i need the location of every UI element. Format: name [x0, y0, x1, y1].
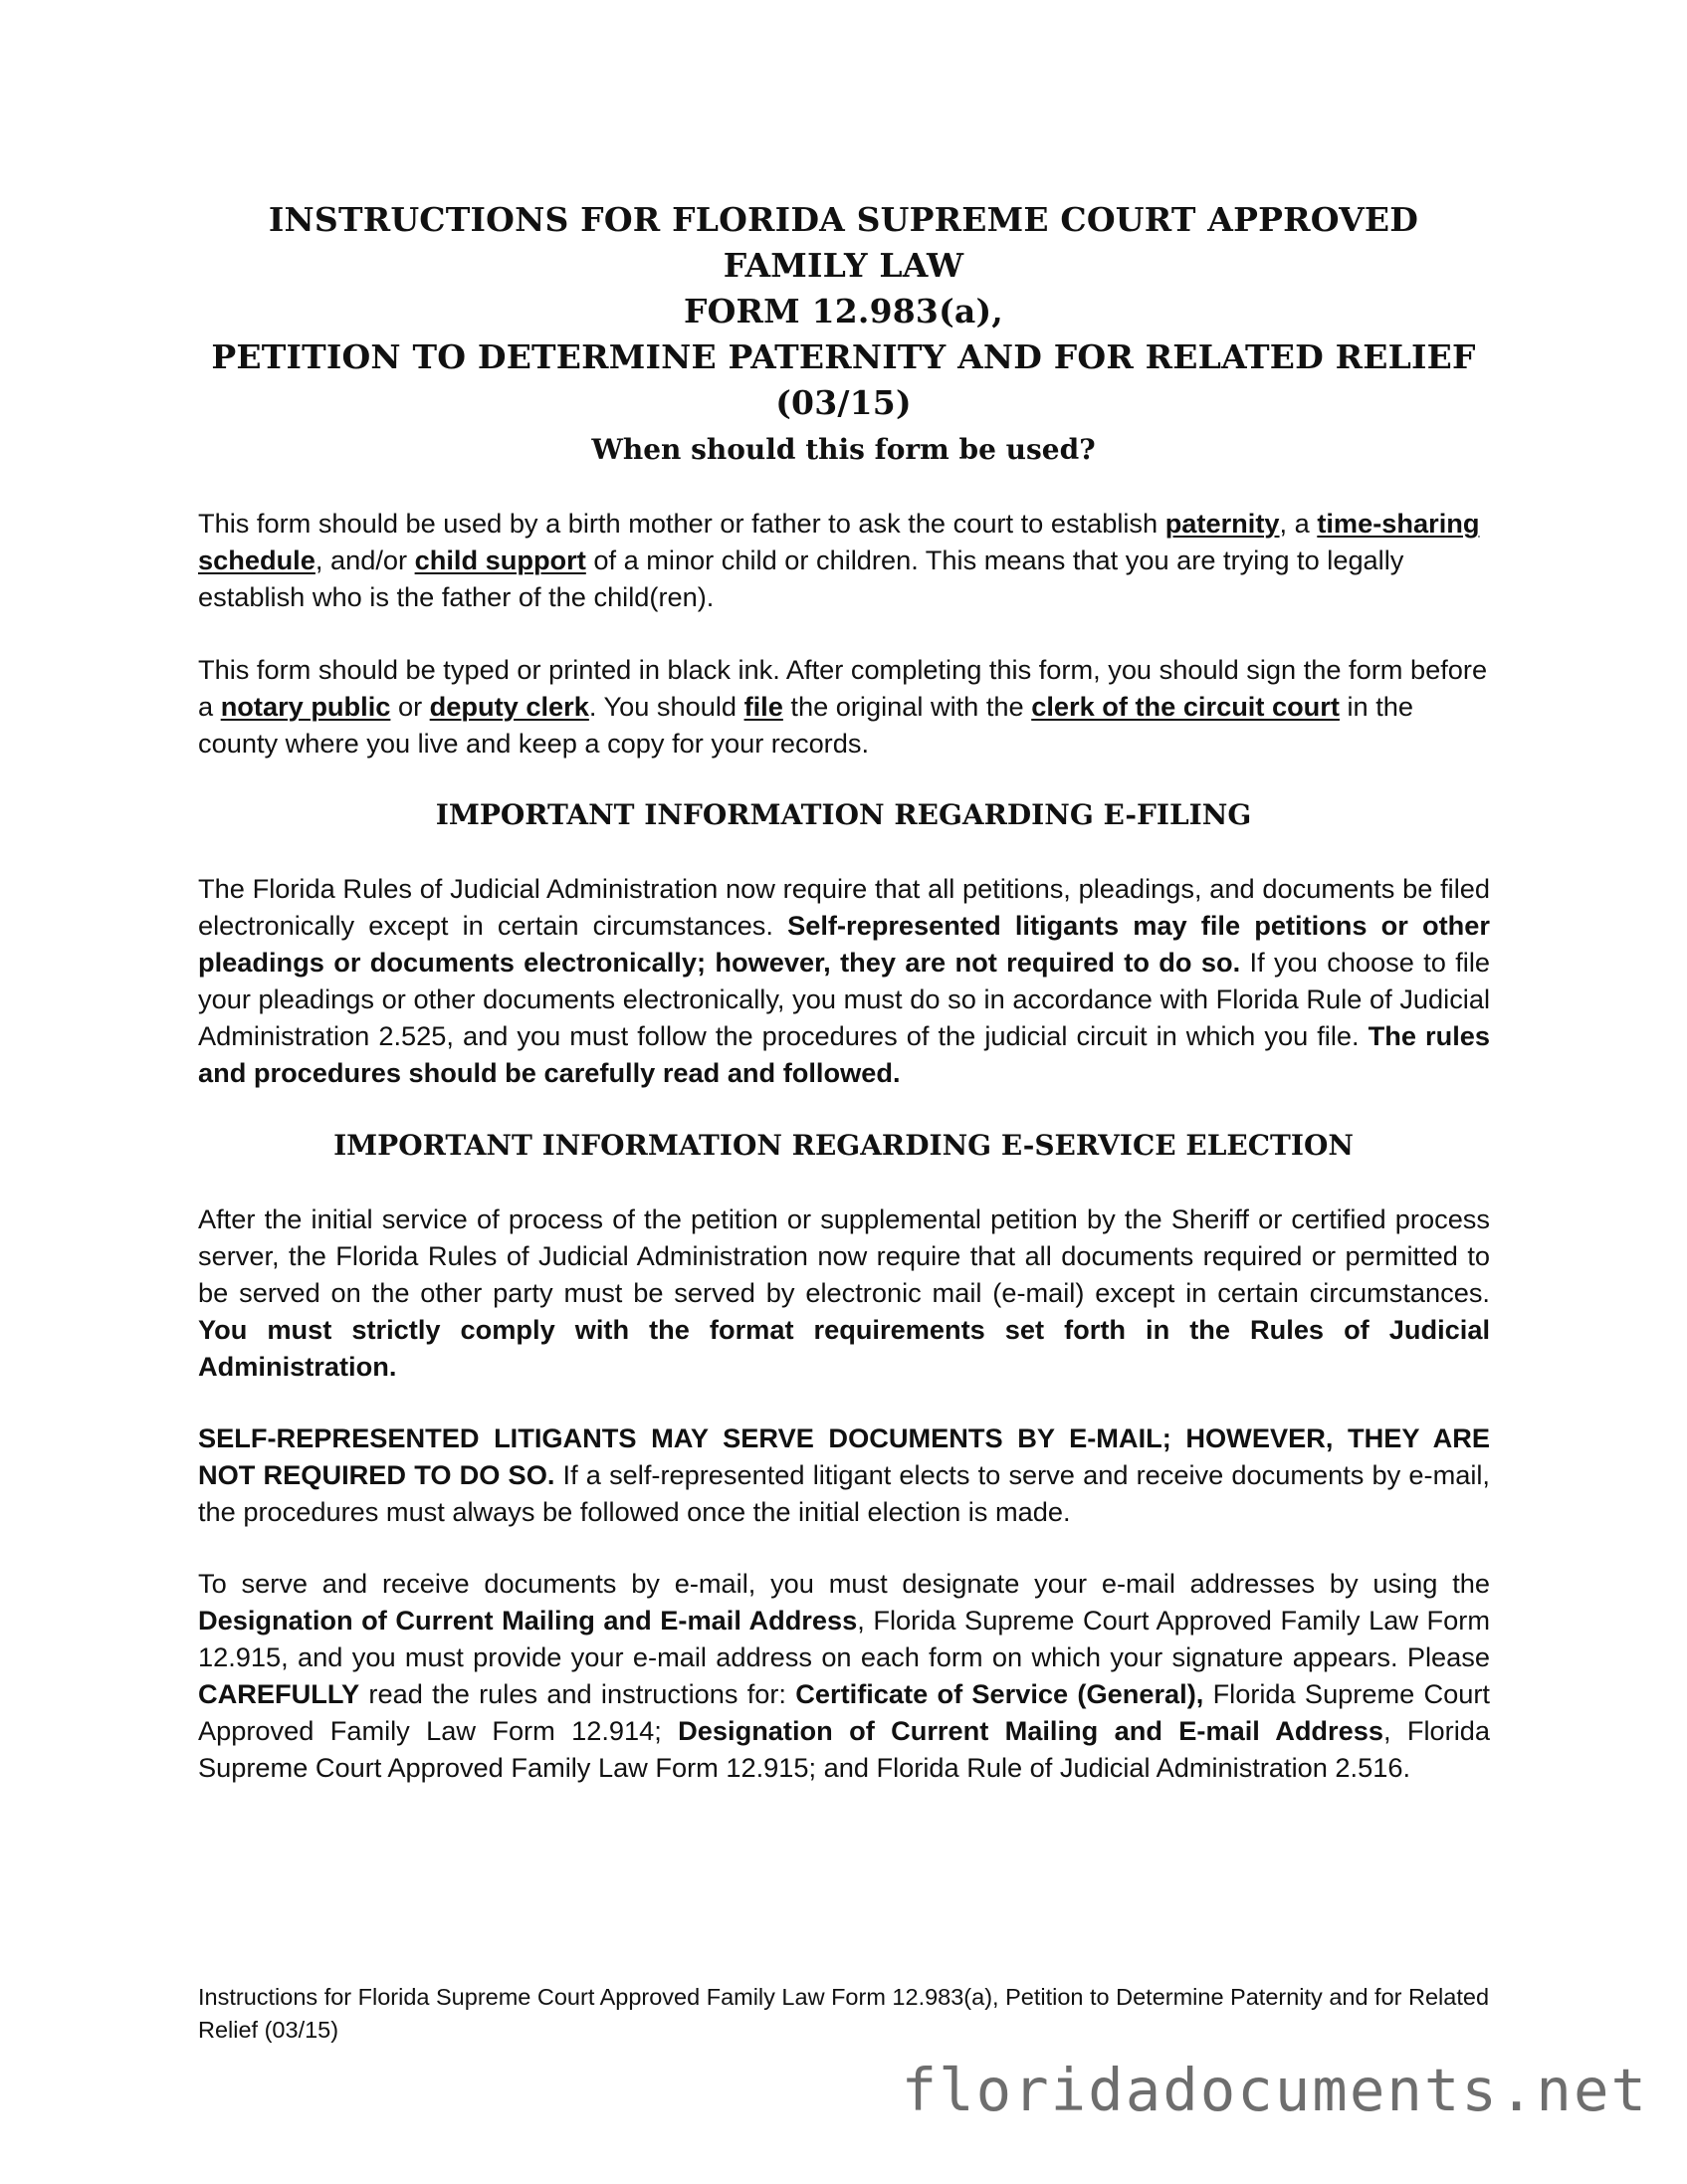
paragraph-e-service: After the initial service of process of the petition or supplemental petition by the Sheriff or certified process server, the Florida Rules of Judicial Administration now require that all documents required or permitted to be served on the other party must be served by electronic mail (e-mail) except in certain circumstances. You must strictly comply with the format requirements set forth in the Rules of Judicial Administration.: [198, 1203, 1490, 1382]
heading-when-used: When should this form be used?: [591, 433, 1096, 466]
link-paternity: paternity: [1164, 508, 1280, 539]
document-title: [199, 197, 1488, 426]
heading-e-service: IMPORTANT INFORMATION REGARDING E-SERVICE ELECTION: [333, 1129, 1354, 1162]
page-footer: Instructions for Florida Supreme Court Approved Family Law Form 12.983(a), Petition to Determine Paternity and for Related Relief (03/15): [198, 1984, 1490, 2043]
title-line-3: PETITION TO DETERMINE PATERNITY AND FOR RELATED RELIEF: [211, 337, 1476, 376]
link-time-sharing-schedule: time-sharing schedule: [198, 508, 1480, 575]
title-line-2: FORM 12.983(a),: [683, 292, 1003, 330]
paragraph-purpose: This form should be used by a birth mother or father to ask the court to establish paternity, a time-sharing schedule, and/or child support of a minor child or children. This means that you are trying to legally establish who is the father of the child(ren).: [198, 508, 1480, 612]
link-clerk-circuit-court: clerk of the circuit court: [1031, 691, 1340, 722]
title-line-1: INSTRUCTIONS FOR FLORIDA SUPREME COURT APPROVED FAMILY LAW: [268, 200, 1419, 285]
paragraph-self-represented: SELF-REPRESENTED LITIGANTS MAY SERVE DOCUMENTS BY E-MAIL; HOWEVER, THEY ARE NOT REQUIRED TO DO SO. If a self-represented litigant elects to serve and receive documents by e-mail, the procedures must always be followed once the initial election is made.: [198, 1422, 1490, 1527]
title-line-4: (03/15): [775, 383, 912, 422]
paragraph-e-filing: The Florida Rules of Judicial Administration now require that all petitions, pleadings, and documents be filed electronically except in certain circumstances. Self-represented litigants may file petitions or other pleadings or documents electronically; however, they are not required to do so. If you choose to file your pleadings or other documents electronically, you must do so in accordance with Florida Rule of Judicial Administration 2.525, and you must follow the procedures of the judicial circuit in which you file. The rules and procedures should be carefully read and followed.: [198, 873, 1491, 1088]
paragraph-filing: This form should be typed or printed in black ink. After completing this form, you should sign the form before a notary public or deputy clerk. You should file the original with the clerk of the circuit court in the county where you live and keep a copy for your records.: [198, 654, 1488, 759]
link-notary-public: notary public: [220, 691, 391, 722]
watermark: floridadocuments.net: [901, 2056, 1648, 2124]
paragraph-designation: To serve and receive documents by e-mail, you must designate your e-mail addresses by using the Designation of Current Mailing and E-mail Address, Florida Supreme Court Approved Family Law Form 12.915, and you must provide your e-mail address on each form on which your signature appears. Please CAREFULLY read the rules and instructions for: Certificate of Service (General), Florida Supreme Court Approved Family Law Form 12.914; Designation of Current Mailing and E-mail Address, Florida Supreme Court Approved Family Law Form 12.915; and Florida Rule of Judicial Administration 2.516.: [198, 1568, 1490, 1783]
link-file: file: [743, 691, 783, 722]
heading-e-filing: IMPORTANT INFORMATION REGARDING E-FILING: [435, 798, 1252, 831]
link-deputy-clerk: deputy clerk: [429, 691, 589, 722]
link-child-support: child support: [414, 545, 586, 575]
